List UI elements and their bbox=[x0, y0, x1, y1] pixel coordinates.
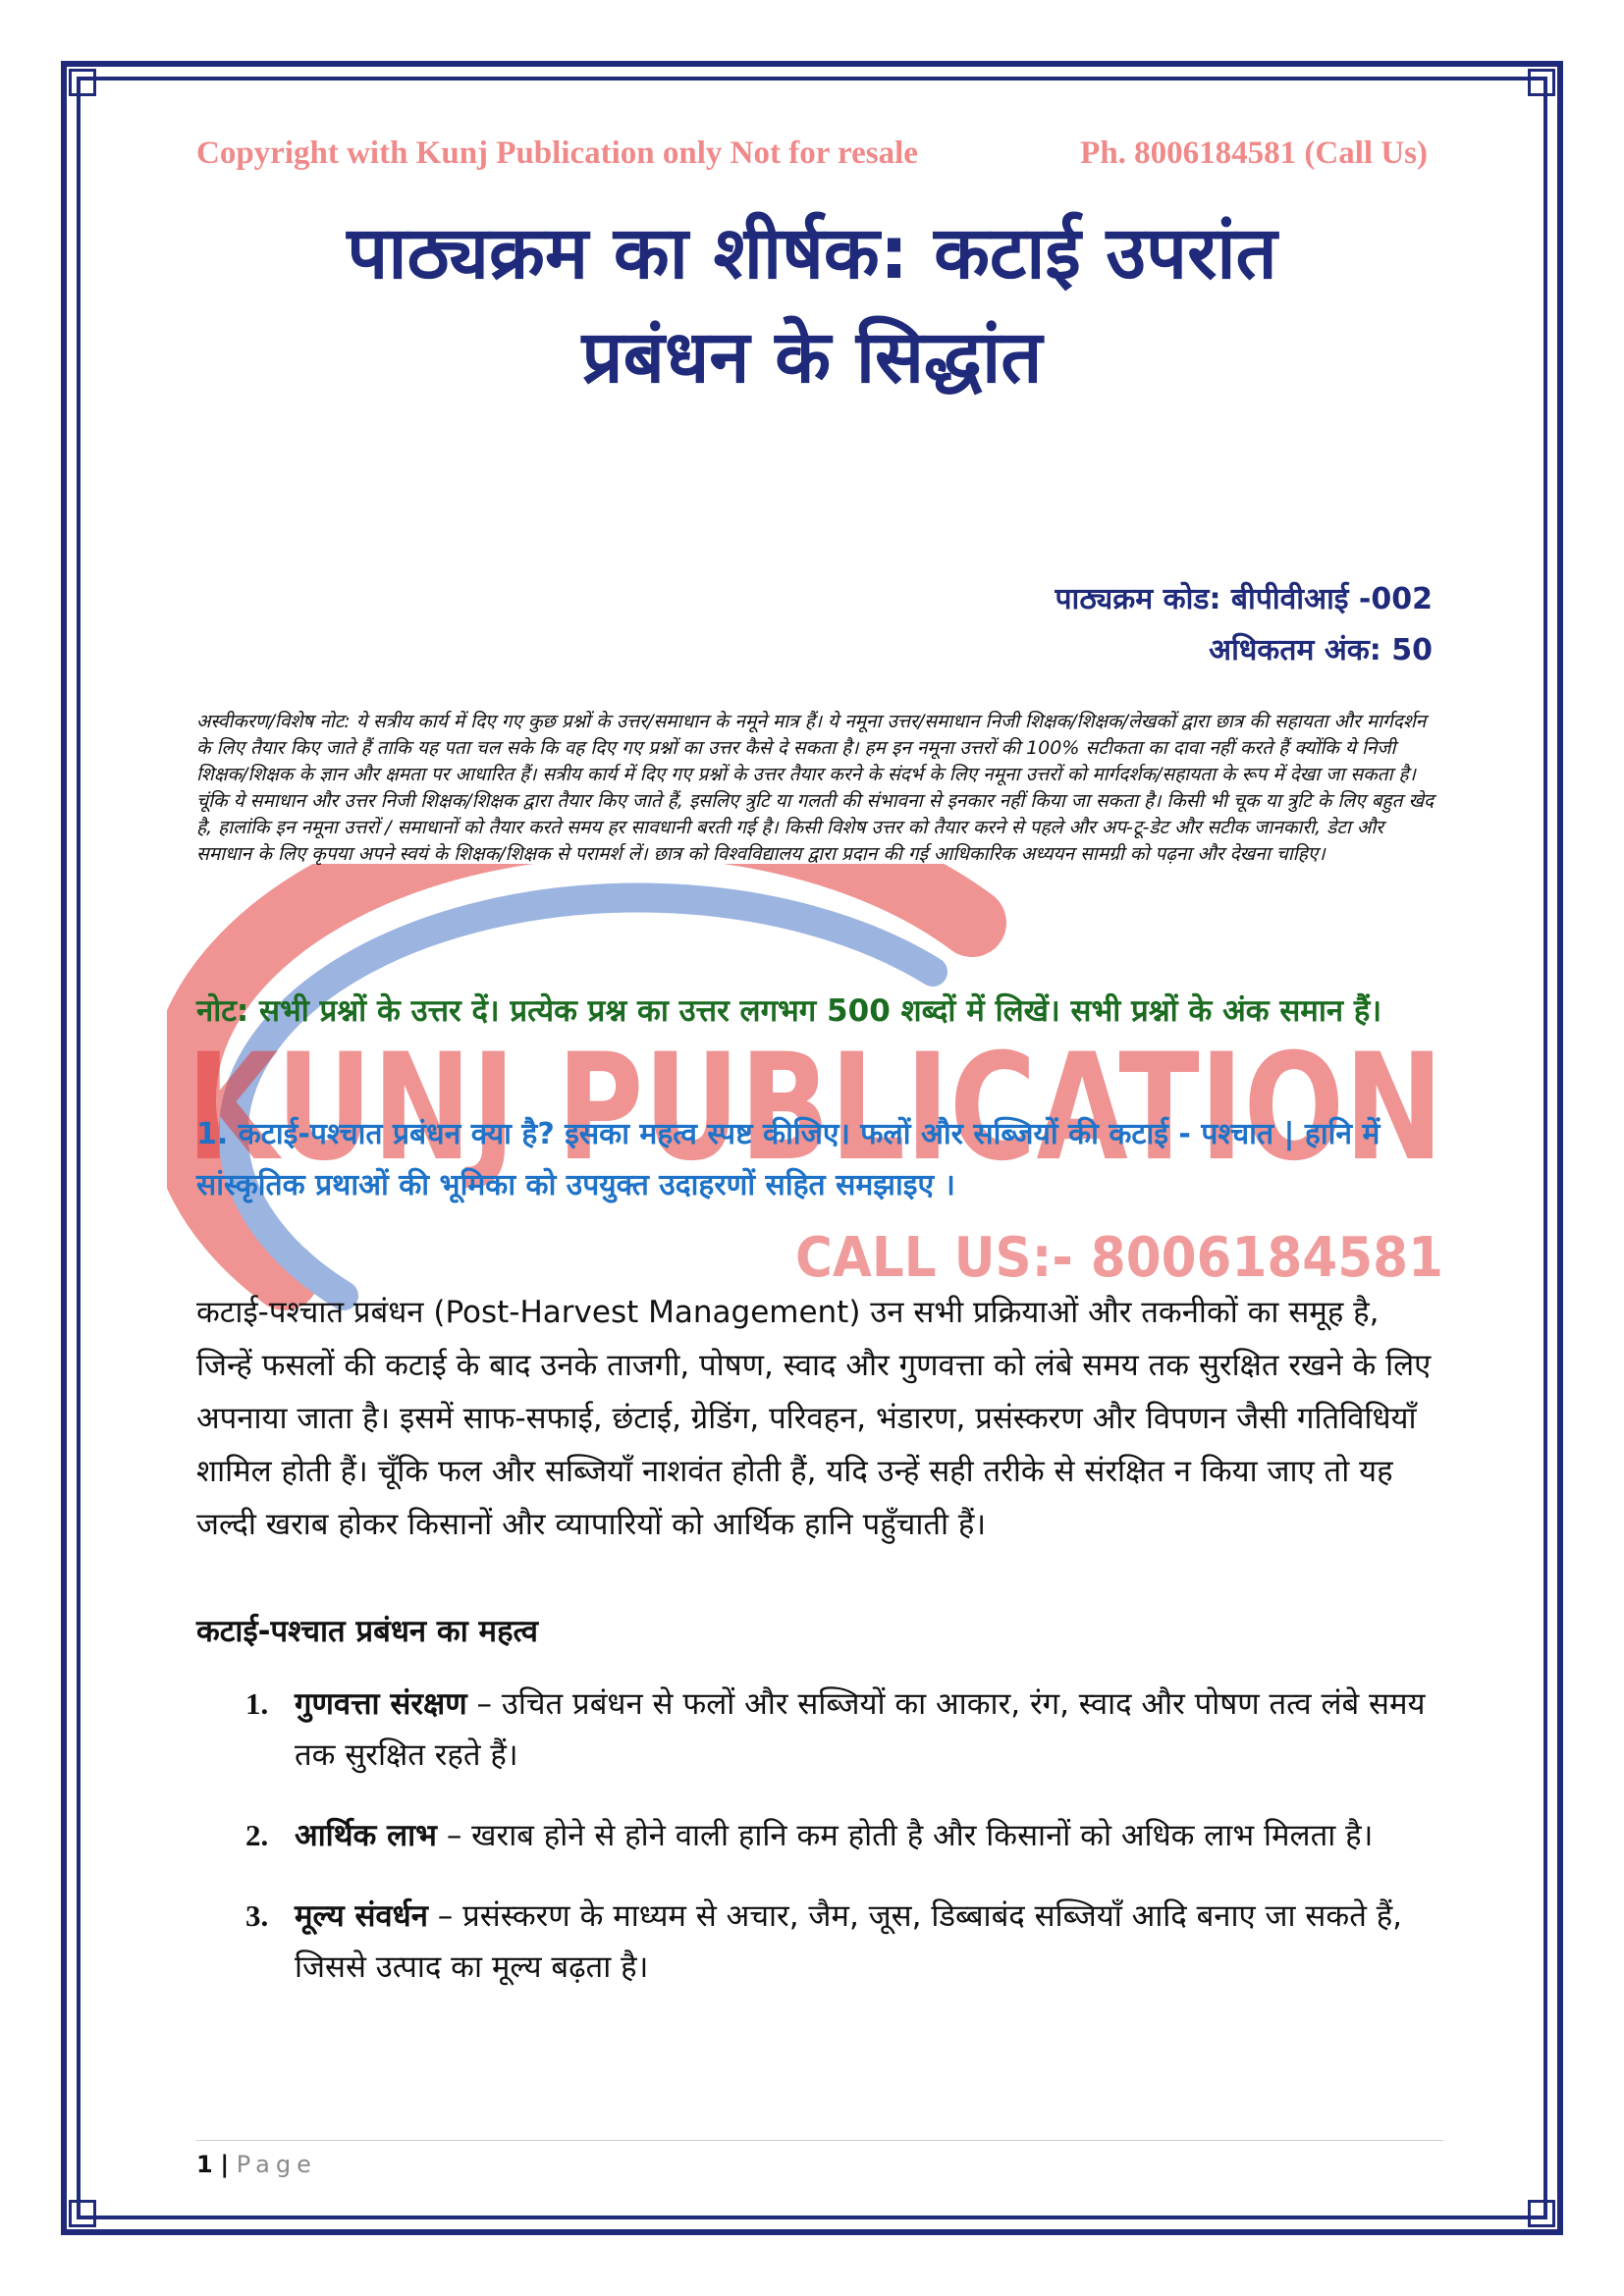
list-item-text: – खराब होने से होने वाली हानि कम होती है और किसानों को अधिक लाभ मिलता है। bbox=[436, 1818, 1374, 1853]
list-item-text: – उचित प्रबंधन से फलों और सब्जियों का आकार, रंग, स्वाद और पोषण तत्व लंबे समय तक सुरक्षित रहते हैं। bbox=[295, 1686, 1426, 1773]
title-line-1: पाठ्यक्रम का शीर्षक: कटाई उपरांत bbox=[347, 211, 1277, 295]
list-item-number: 1. bbox=[245, 1686, 269, 1721]
page-footer bbox=[196, 2140, 1443, 2178]
disclaimer-text: अस्वीकरण/विशेष नोट: ये सत्रीय कार्य में दिए गए कुछ प्रश्नों के उत्तर/समाधान के नमूने मात्र हैं। ये नमूना उत्तर/समाधान निजी शिक्षक/शिक्षक/लेखकों द्वारा छात्र की सहायता और मार्गदर्शन के लिए तैयार किए जाते हैं ताकि यह पता चल सके कि वह दिए गए प्रश्नों का उत्तर कैसे दे सकता है। हम इन नमूना उत्तरों की 100% सटीकता का दावा नहीं करते हैं क्योंकि ये निजी शिक्षक/शिक्षक के ज्ञान और क्षमता पर आधारित हैं। सत्रीय कार्य में दिए गए प्रश्नों के उत्तर तैयार करने के संदर्भ के लिए नमूना उत्तरों को मार्गदर्शक/सहायता के रूप में देखा जा सकता है। चूंकि ये समाधान और उत्तर निजी शिक्षक/शिक्षक द्वारा तैयार किए जाते हैं, इसलिए त्रुटि या गलती की संभावना से इनकार नहीं किया जा सकता है। किसी भी चूक या त्रुटि के लिए बहुत खेद है, हालांकि इन नमूना उत्तरों / समाधानों को तैयार करते समय हर सावधानी बरती गई है। किसी विशेष उत्तर को तैयार करने से पहले और अप-टू-डेट और सटीक जानकारी, डेटा और समाधान के लिए कृपया अपने स्वयं के शिक्षक/शिक्षक से परामर्श लें। छात्र को विश्वविद्यालय द्वारा प्रदान की गई आधिकारिक अध्ययन सामग्री को पढ़ना और देखना चाहिए। bbox=[196, 711, 1435, 865]
page-label: Page bbox=[236, 2151, 317, 2178]
importance-list bbox=[196, 1679, 1443, 2022]
list-item-number: 3. bbox=[245, 1898, 269, 1933]
border-corner-top-left bbox=[69, 69, 96, 96]
instructions-note: नोट: सभी प्रश्नों के उत्तर दें। प्रत्येक प्रश्न का उत्तर लगभग 500 शब्दों में लिखें। सभी प्रश्नों के अंक समान हैं। bbox=[196, 993, 1382, 1029]
list-item bbox=[196, 1679, 1443, 1781]
watermark-call: CALL US:- 8006184581 bbox=[795, 1226, 1443, 1290]
list-item-text: – प्रसंस्करण के माध्यम से अचार, जैम, जूस, डिब्बाबंद सब्जियाँ आदि बनाए जा सकते हैं, जिससे उत्पाद का मूल्य बढ़ता है। bbox=[295, 1898, 1403, 1985]
question-1: 1. कटाई-पश्चात प्रबंधन क्या है? इसका महत्व स्पष्ट कीजिए। फलों और सब्जियों की कटाई - पश्चात | हानि में सांस्कृतिक प्रथाओं की भूमिका को उपयुक्त उदाहरणों सहित समझाइए । bbox=[196, 1117, 1380, 1202]
list-item-number: 2. bbox=[245, 1818, 269, 1852]
copyright-line bbox=[196, 135, 1428, 172]
answer-paragraph: कटाई-पश्चात प्रबंधन (Post-Harvest Management) उन सभी प्रक्रियाओं और तकनीकों का समूह है, जिन्हें फसलों की कटाई के बाद उनके ताजगी, पोषण, स्वाद और गुणवत्ता को लंबे समय तक सुरक्षित रखने के लिए अपनाया जाता है। इसमें साफ-सफाई, छंटाई, ग्रेडिंग, परिवहन, भंडारण, प्रसंस्करण और विपणन जैसी गतिविधियाँ शामिल होती हैं। चूँकि फल और सब्जियाँ नाशवंत होती हैं, यदि उन्हें सही तरीके से संरक्षित न किया जाए तो यह जल्दी खराब होकर किसानों और व्यापारियों को आर्थिक हानि पहुँचाती हैं। bbox=[196, 1295, 1432, 1542]
section-heading: कटाई-पश्चात प्रबंधन का महत्व bbox=[196, 1614, 538, 1649]
footer-separator: | bbox=[220, 2151, 230, 2178]
list-item-term: आर्थिक लाभ bbox=[295, 1818, 437, 1853]
page-number: 1 bbox=[196, 2151, 213, 2178]
border-corner-top-right bbox=[1528, 69, 1555, 96]
course-meta bbox=[1056, 574, 1433, 676]
list-item bbox=[196, 1810, 1443, 1861]
watermark-brand: KUNJ PUBLICATION bbox=[187, 1023, 1443, 1194]
phone-number: Ph. 8006184581 (Call Us) bbox=[1080, 135, 1428, 171]
page-title bbox=[118, 201, 1506, 409]
border-corner-bottom-left bbox=[69, 2200, 96, 2227]
copyright-text: Copyright with Kunj Publication only Not for resale bbox=[196, 135, 918, 171]
border-corner-bottom-right bbox=[1528, 2200, 1555, 2227]
list-item-term: मूल्य संवर्धन bbox=[295, 1898, 428, 1934]
list-item bbox=[196, 1891, 1443, 1993]
course-code: पाठ्यक्रम कोड: बीपीवीआई -002 bbox=[1055, 582, 1433, 616]
max-marks: अधिकतम अंक: 50 bbox=[1209, 633, 1433, 667]
title-line-2: प्रबंधन के सिद्धांत bbox=[581, 315, 1043, 400]
list-item-term: गुणवत्ता संरक्षण bbox=[295, 1686, 467, 1722]
